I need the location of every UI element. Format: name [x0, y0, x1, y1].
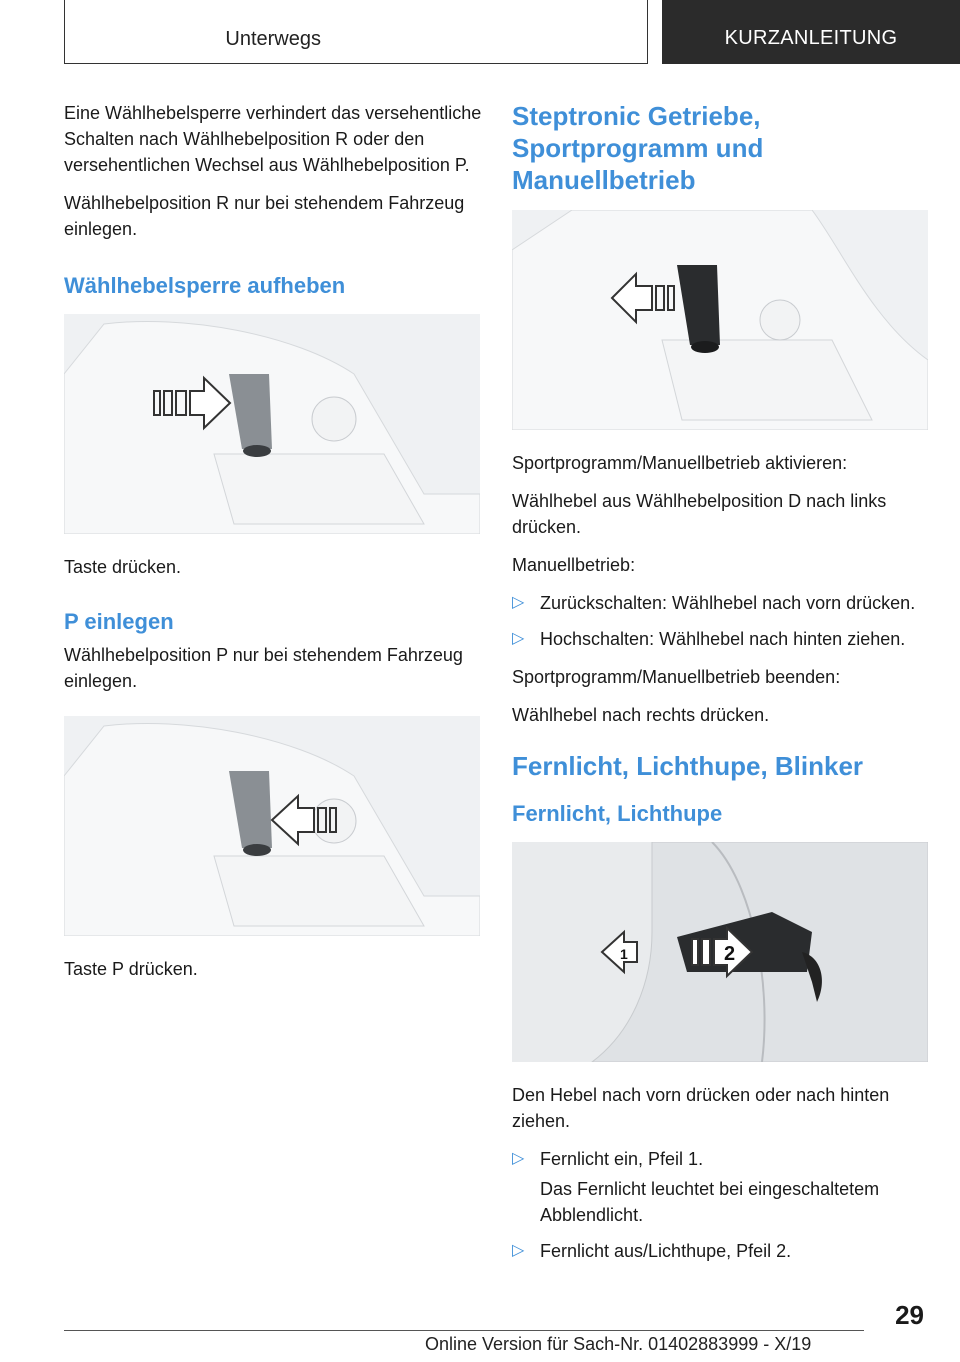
header-frame [64, 0, 648, 64]
lever-item1-sub: Das Fernlicht leuchtet bei eingeschaltetem Abblendlicht. [540, 1179, 880, 1225]
arrow-label-2: 2 [724, 943, 736, 965]
intro-paragraph-2: Wählhebelposition R nur bei stehendem Fahrzeug einlegen. [64, 193, 465, 239]
lever-text: Den Hebel nach vorn drücken oder nach hinten ziehen. [512, 1085, 890, 1131]
page-number: 29 [895, 1300, 924, 1330]
sport-end-text: Wählhebel nach rechts drücken. [512, 705, 770, 725]
heading-steptronic: Steptronic Getriebe, Sportprogramm und Manuellbetrieb [512, 101, 764, 195]
figure-light-lever [512, 842, 928, 1062]
lever-list [512, 1146, 932, 1264]
manual-label: Manuellbetrieb: [512, 555, 636, 575]
sport-activate-text: Wählhebel aus Wählhebelposition D nach links drücken. [512, 491, 887, 537]
park-text: Wählhebelposition P nur bei stehendem Fahrzeug einlegen. [64, 645, 463, 691]
triangle-bullet-icon: ▷ [512, 1150, 525, 1167]
heading-lights: Fernlicht, Lichthupe, Blinker [512, 751, 864, 781]
intro-paragraph-1: Eine Wählhebelsperre verhindert das versehentliche Schalten nach Wählhebelposition R oder den versehentlichen Wechsel aus Wählhebelposition P. [64, 103, 482, 175]
triangle-bullet-icon: ▷ [512, 1242, 525, 1259]
figure-gear-selector-park [64, 716, 480, 936]
triangle-bullet-icon: ▷ [512, 630, 525, 647]
footer-online-version: Online Version für Sach-Nr. 01402883999 - X/19 [425, 1334, 812, 1354]
heading-unlock: Wählhebelsperre aufheben [64, 273, 346, 298]
list-item: ▷ Fernlicht aus/Lichthupe, Pfeil 2. [512, 1238, 932, 1264]
figure-gear-selector-sport [512, 210, 928, 430]
arrow-label-1: 1 [620, 946, 628, 962]
park-caption: Taste P drücken. [64, 959, 198, 979]
triangle-bullet-icon: ▷ [512, 594, 525, 611]
heading-highbeam: Fernlicht, Lichthupe [512, 801, 723, 826]
header-chapter-tab: KURZANLEITUNG [662, 0, 960, 64]
sport-activate-label: Sportprogramm/Manuellbetrieb aktivieren: [512, 453, 848, 473]
list-item: ▷ Zurückschalten: Wählhebel nach vorn drücken. [512, 590, 932, 616]
right-column [512, 100, 932, 1276]
footer-divider [64, 1330, 864, 1331]
list-item: ▷ Hochschalten: Wählhebel nach hinten ziehen. [512, 626, 932, 652]
unlock-caption: Taste drücken. [64, 557, 182, 577]
manual-list [512, 590, 932, 652]
left-column [64, 100, 484, 994]
heading-park: P einlegen [64, 609, 174, 634]
list-item: ▷ Fernlicht ein, Pfeil 1. Das Fernlicht leuchtet bei eingeschaltetem Abblendlicht. [512, 1146, 932, 1228]
sport-end-label: Sportprogramm/Manuellbetrieb beenden: [512, 667, 841, 687]
figure-gear-selector-unlock [64, 314, 480, 534]
header-section-title: Unterwegs [225, 28, 321, 50]
